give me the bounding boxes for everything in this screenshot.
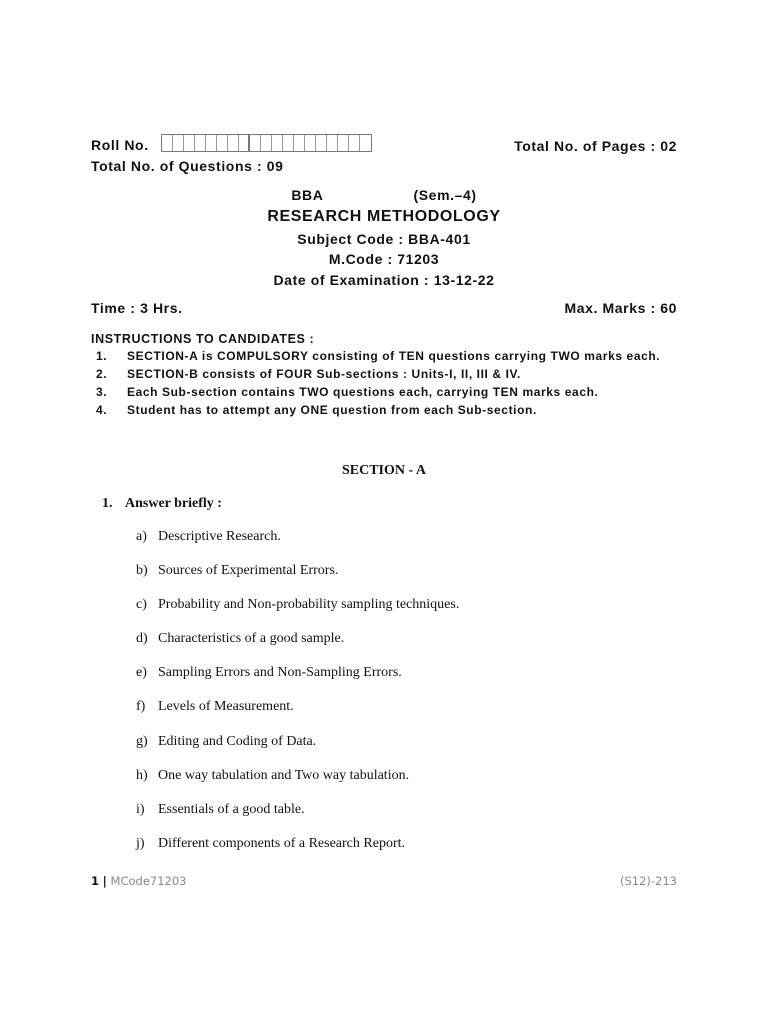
exam-time: Time : 3 Hrs. [91, 300, 183, 316]
question-part: i) Essentials of a good table. [136, 801, 305, 817]
subject-title: RESEARCH METHODOLOGY [267, 208, 501, 225]
question-part: g) Editing and Coding of Data. [136, 733, 317, 749]
roll-no-label: Roll No. [91, 137, 149, 153]
course-line [0, 187, 768, 203]
total-pages: Total No. of Pages : 02 [514, 138, 677, 154]
instruction-item: 3. Each Sub-section contains TWO questions each, carrying TEN marks each. [96, 385, 599, 399]
question-parts [136, 529, 459, 870]
exam-date: Date of Examination : 13-12-22 [273, 272, 495, 288]
question-part: j) Different components of a Research Report. [136, 835, 405, 851]
semester: (Sem.–4) [413, 187, 477, 203]
program: BBA [291, 187, 324, 203]
question-part: e) Sampling Errors and Non-Sampling Errors. [136, 665, 402, 681]
question-part: b) Sources of Experimental Errors. [136, 563, 339, 579]
total-questions: Total No. of Questions : 09 [91, 158, 284, 174]
question-number: 1. [102, 496, 113, 511]
section-a-title: SECTION - A [341, 463, 427, 478]
footer-left [91, 874, 186, 888]
m-code: M.Code : 71203 [328, 251, 440, 267]
question-part: f) Levels of Measurement. [136, 699, 294, 715]
max-marks: Max. Marks : 60 [564, 300, 677, 316]
footer-separator: | [102, 874, 107, 888]
question-part: h) One way tabulation and Two way tabulation. [136, 767, 410, 783]
instruction-item: 1. SECTION-A is COMPULSORY consisting of TEN questions carrying TWO marks each. [96, 349, 661, 363]
instructions-heading: INSTRUCTIONS TO CANDIDATES : [91, 332, 315, 346]
question-text: Answer briefly : [125, 496, 222, 511]
question-part: a) Descriptive Research. [136, 529, 281, 544]
question-part: c) Probability and Non-probability sampling techniques. [136, 597, 460, 613]
subject-code: Subject Code : BBA-401 [297, 231, 471, 247]
question-1 [102, 496, 222, 512]
footer-paper-code: (S12)-213 [619, 874, 677, 888]
instruction-item: 4. Student has to attempt any ONE question from each Sub-section. [96, 403, 537, 417]
question-part: d) Characteristics of a good sample. [136, 631, 345, 647]
instruction-item: 2. SECTION-B consists of FOUR Sub-sections : Units-I, II, III & IV. [96, 367, 521, 381]
roll-no-boxes[interactable] [161, 134, 372, 152]
instructions-list [96, 350, 678, 422]
page-number: 1 [91, 874, 100, 888]
footer-mcode: MCode71203 [110, 874, 187, 888]
